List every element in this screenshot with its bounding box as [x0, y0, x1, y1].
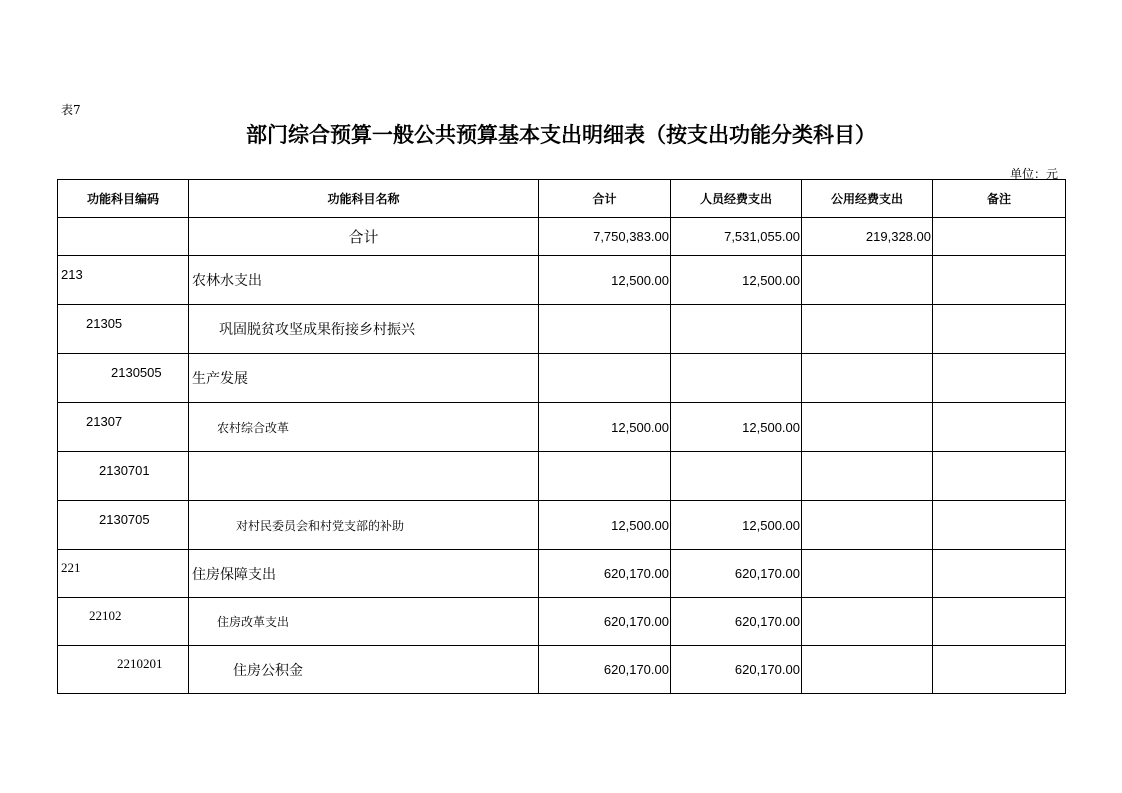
- row-total: 620,170.00: [539, 550, 671, 598]
- row-note: [933, 501, 1066, 550]
- row-note: [933, 598, 1066, 646]
- row-public: [802, 305, 933, 354]
- row-name: 生产发展: [189, 354, 539, 403]
- row-total: [539, 452, 671, 501]
- row-code: 21305: [58, 305, 189, 354]
- row-personnel: 12,500.00: [671, 501, 802, 550]
- row-code: 2210201: [58, 646, 189, 694]
- total-row: [58, 218, 1066, 256]
- total-label: 合计: [189, 218, 539, 256]
- table-row: [58, 550, 1066, 598]
- row-public: [802, 354, 933, 403]
- row-total: 12,500.00: [539, 501, 671, 550]
- row-name: 对村民委员会和村党支部的补助: [189, 501, 539, 550]
- col-header-public: 公用经费支出: [802, 180, 933, 218]
- col-header-code: 功能科目编码: [58, 180, 189, 218]
- row-code: 22102: [58, 598, 189, 646]
- row-public: [802, 501, 933, 550]
- table-row: [58, 598, 1066, 646]
- col-header-note: 备注: [933, 180, 1066, 218]
- page-title: 部门综合预算一般公共预算基本支出明细表（按支出功能分类科目）: [246, 123, 876, 147]
- row-total: 620,170.00: [539, 598, 671, 646]
- row-public: [802, 598, 933, 646]
- row-public: [802, 256, 933, 305]
- row-note: [933, 354, 1066, 403]
- row-personnel: [671, 354, 802, 403]
- row-total: 12,500.00: [539, 403, 671, 452]
- total-personnel-cell: 7,531,055.00: [671, 218, 802, 256]
- row-name: 住房公积金: [189, 646, 539, 694]
- row-note: [933, 550, 1066, 598]
- row-name: 巩固脱贫攻坚成果衔接乡村振兴: [189, 305, 539, 354]
- row-code: 2130705: [58, 501, 189, 550]
- row-code: 21307: [58, 403, 189, 452]
- row-public: [802, 403, 933, 452]
- table-row: [58, 403, 1066, 452]
- row-personnel: 620,170.00: [671, 550, 802, 598]
- row-personnel: 12,500.00: [671, 403, 802, 452]
- total-public-cell: 219,328.00: [802, 218, 933, 256]
- row-name: 住房保障支出: [189, 550, 539, 598]
- row-total: 620,170.00: [539, 646, 671, 694]
- row-note: [933, 403, 1066, 452]
- row-code: 221: [58, 550, 189, 598]
- row-name: 农林水支出: [189, 256, 539, 305]
- row-code: 2130701: [58, 452, 189, 501]
- table-row: [58, 646, 1066, 694]
- row-public: [802, 646, 933, 694]
- col-header-personnel: 人员经费支出: [671, 180, 802, 218]
- row-name: 农村综合改革: [189, 403, 539, 452]
- row-total: 12,500.00: [539, 256, 671, 305]
- table-row: [58, 256, 1066, 305]
- table-row: [58, 501, 1066, 550]
- unit-label: 单位：元: [1010, 167, 1059, 181]
- table-row: [58, 452, 1066, 501]
- col-header-name: 功能科目名称: [189, 180, 539, 218]
- col-header-total: 合计: [539, 180, 671, 218]
- row-personnel: [671, 452, 802, 501]
- row-name: [189, 452, 539, 501]
- table-row: [58, 305, 1066, 354]
- row-code: 2130505: [58, 354, 189, 403]
- row-personnel: 12,500.00: [671, 256, 802, 305]
- row-public: [802, 452, 933, 501]
- row-personnel: 620,170.00: [671, 646, 802, 694]
- budget-table: [57, 179, 1066, 694]
- row-note: [933, 646, 1066, 694]
- table-number-label: 表7: [61, 103, 81, 117]
- row-note: [933, 305, 1066, 354]
- table-header-row: [58, 180, 1066, 218]
- row-note: [933, 256, 1066, 305]
- row-total: [539, 354, 671, 403]
- row-personnel: 620,170.00: [671, 598, 802, 646]
- row-total: [539, 305, 671, 354]
- total-sum-cell: 7,750,383.00: [539, 218, 671, 256]
- row-note: [933, 452, 1066, 501]
- row-code: 213: [58, 256, 189, 305]
- total-code-cell: [58, 218, 189, 256]
- row-personnel: [671, 305, 802, 354]
- row-name: 住房改革支出: [189, 598, 539, 646]
- table-row: [58, 354, 1066, 403]
- row-public: [802, 550, 933, 598]
- total-note-cell: [933, 218, 1066, 256]
